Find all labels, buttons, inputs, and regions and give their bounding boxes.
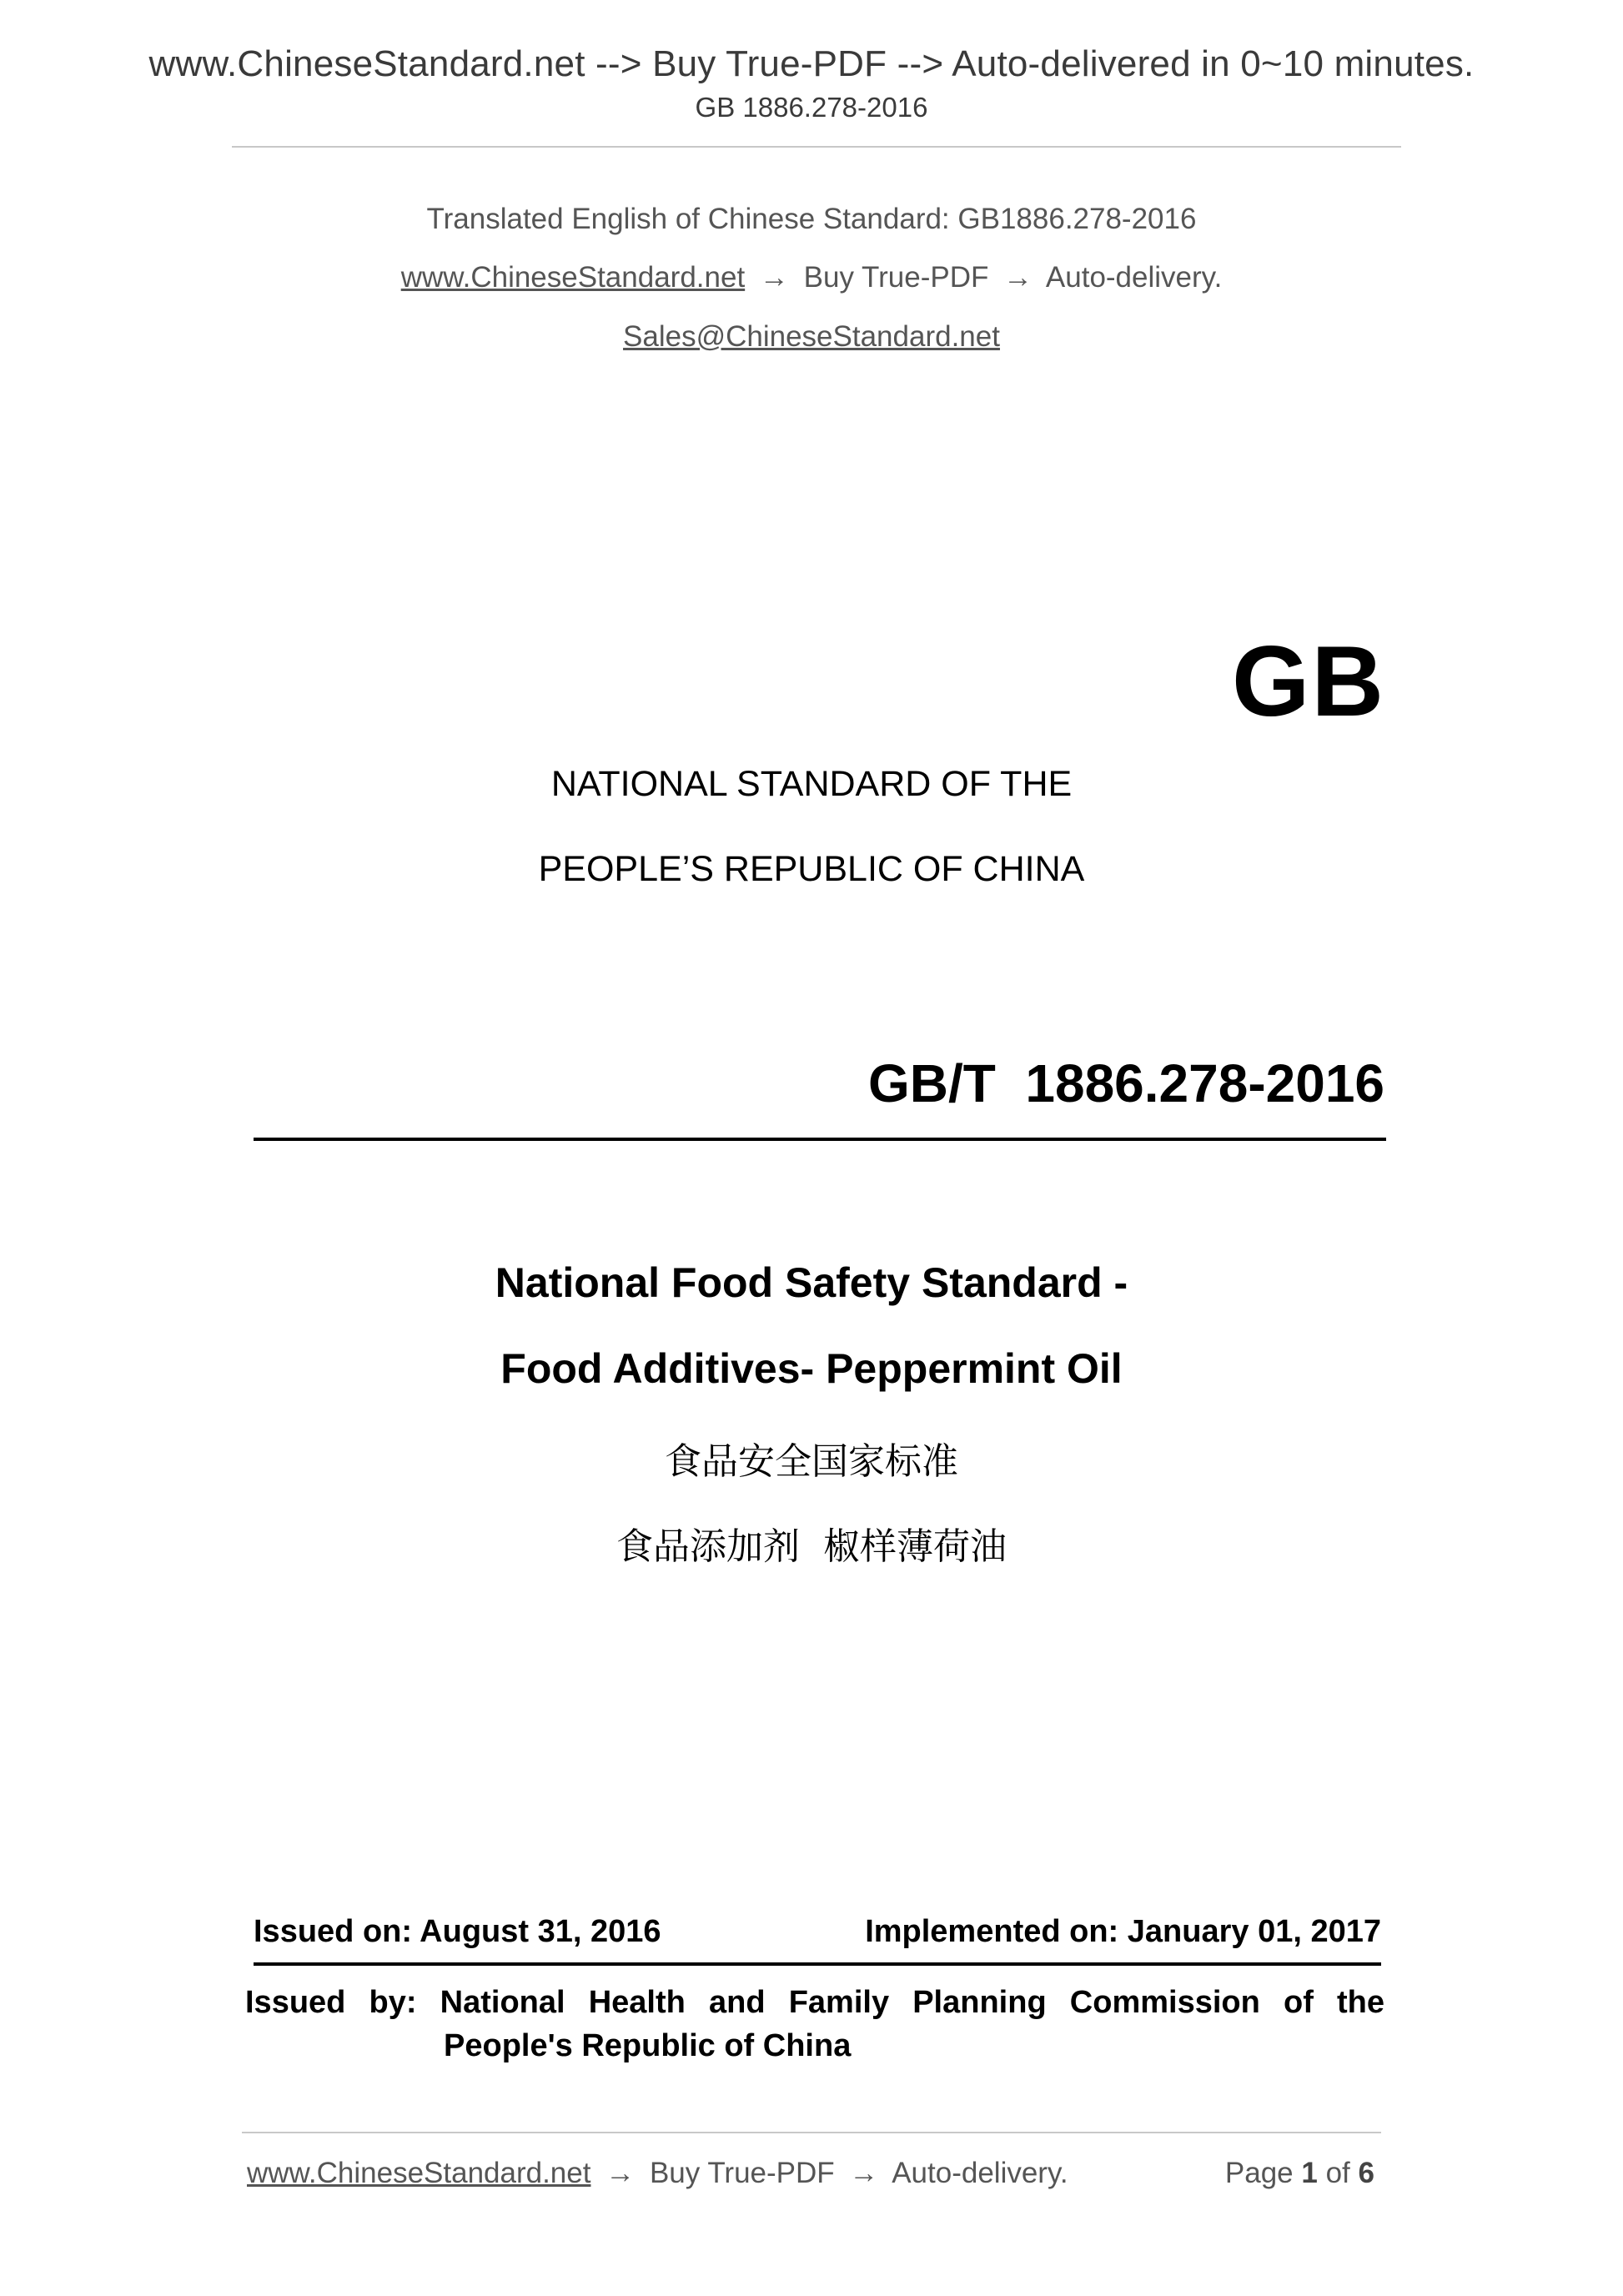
page-total: 6 [1358, 2157, 1374, 2189]
footer-divider [242, 2132, 1381, 2133]
header-doc-code: GB 1886.278-2016 [695, 92, 928, 123]
gb-logo: GB [1232, 625, 1385, 737]
sales-email-link[interactable]: Sales@ChineseStandard.net [623, 320, 1000, 353]
arrow-right-icon: → [605, 2157, 636, 2189]
arrow-right-icon: → [759, 261, 789, 294]
national-standard-line2: PEOPLE’S REPUBLIC OF CHINA [538, 849, 1085, 889]
dates-divider [254, 1962, 1381, 1966]
sales-line [0, 320, 1623, 354]
buy-text: Buy True-PDF [803, 261, 989, 294]
footer-links [247, 2157, 1068, 2190]
header-banner: www.ChineseStandard.net --> Buy True-PDF --> Auto-delivered in 0~10 minutes. [148, 43, 1475, 84]
translation-title: Translated English of Chinese Standard: GB1886.278-2016 [426, 203, 1197, 235]
national-standard-line1: NATIONAL STANDARD OF THE [550, 764, 1073, 804]
title-english-line1: National Food Safety Standard - [495, 1259, 1128, 1306]
title-english-line2: Food Additives- Peppermint Oil [500, 1345, 1123, 1392]
footer-delivery-text: Auto-delivery. [892, 2157, 1068, 2189]
standard-number: GB/T 1886.278-2016 [867, 1053, 1384, 1113]
arrow-right-icon: → [1003, 261, 1033, 294]
page-label: Page [1224, 2157, 1294, 2189]
footer-buy-text: Buy True-PDF [649, 2157, 835, 2189]
implemented-on-date: Implemented on: January 01, 2017 [865, 1914, 1381, 1949]
issued-by-line2: People's Republic of China [444, 2028, 852, 2063]
page-of-label: of [1325, 2157, 1350, 2189]
standard-number-divider [254, 1138, 1386, 1141]
translation-links [0, 261, 1623, 294]
title-chinese-line1: 食品安全国家标准 [665, 1440, 958, 1483]
arrow-right-icon: → [849, 2157, 879, 2189]
title-chinese-line2: 食品添加剂 椒样薄荷油 [616, 1525, 1007, 1568]
issued-by-line1: Issued by: National Health and Family Planning Commission of the [245, 1985, 1384, 2020]
delivery-text: Auto-delivery. [1045, 261, 1223, 294]
page-current: 1 [1301, 2157, 1318, 2189]
footer-site-link[interactable]: www.ChineseStandard.net [247, 2157, 591, 2189]
site-link[interactable]: www.ChineseStandard.net [400, 261, 746, 294]
header-divider [232, 146, 1401, 148]
issued-on-date: Issued on: August 31, 2016 [254, 1914, 661, 1949]
page-indicator [1225, 2157, 1374, 2190]
